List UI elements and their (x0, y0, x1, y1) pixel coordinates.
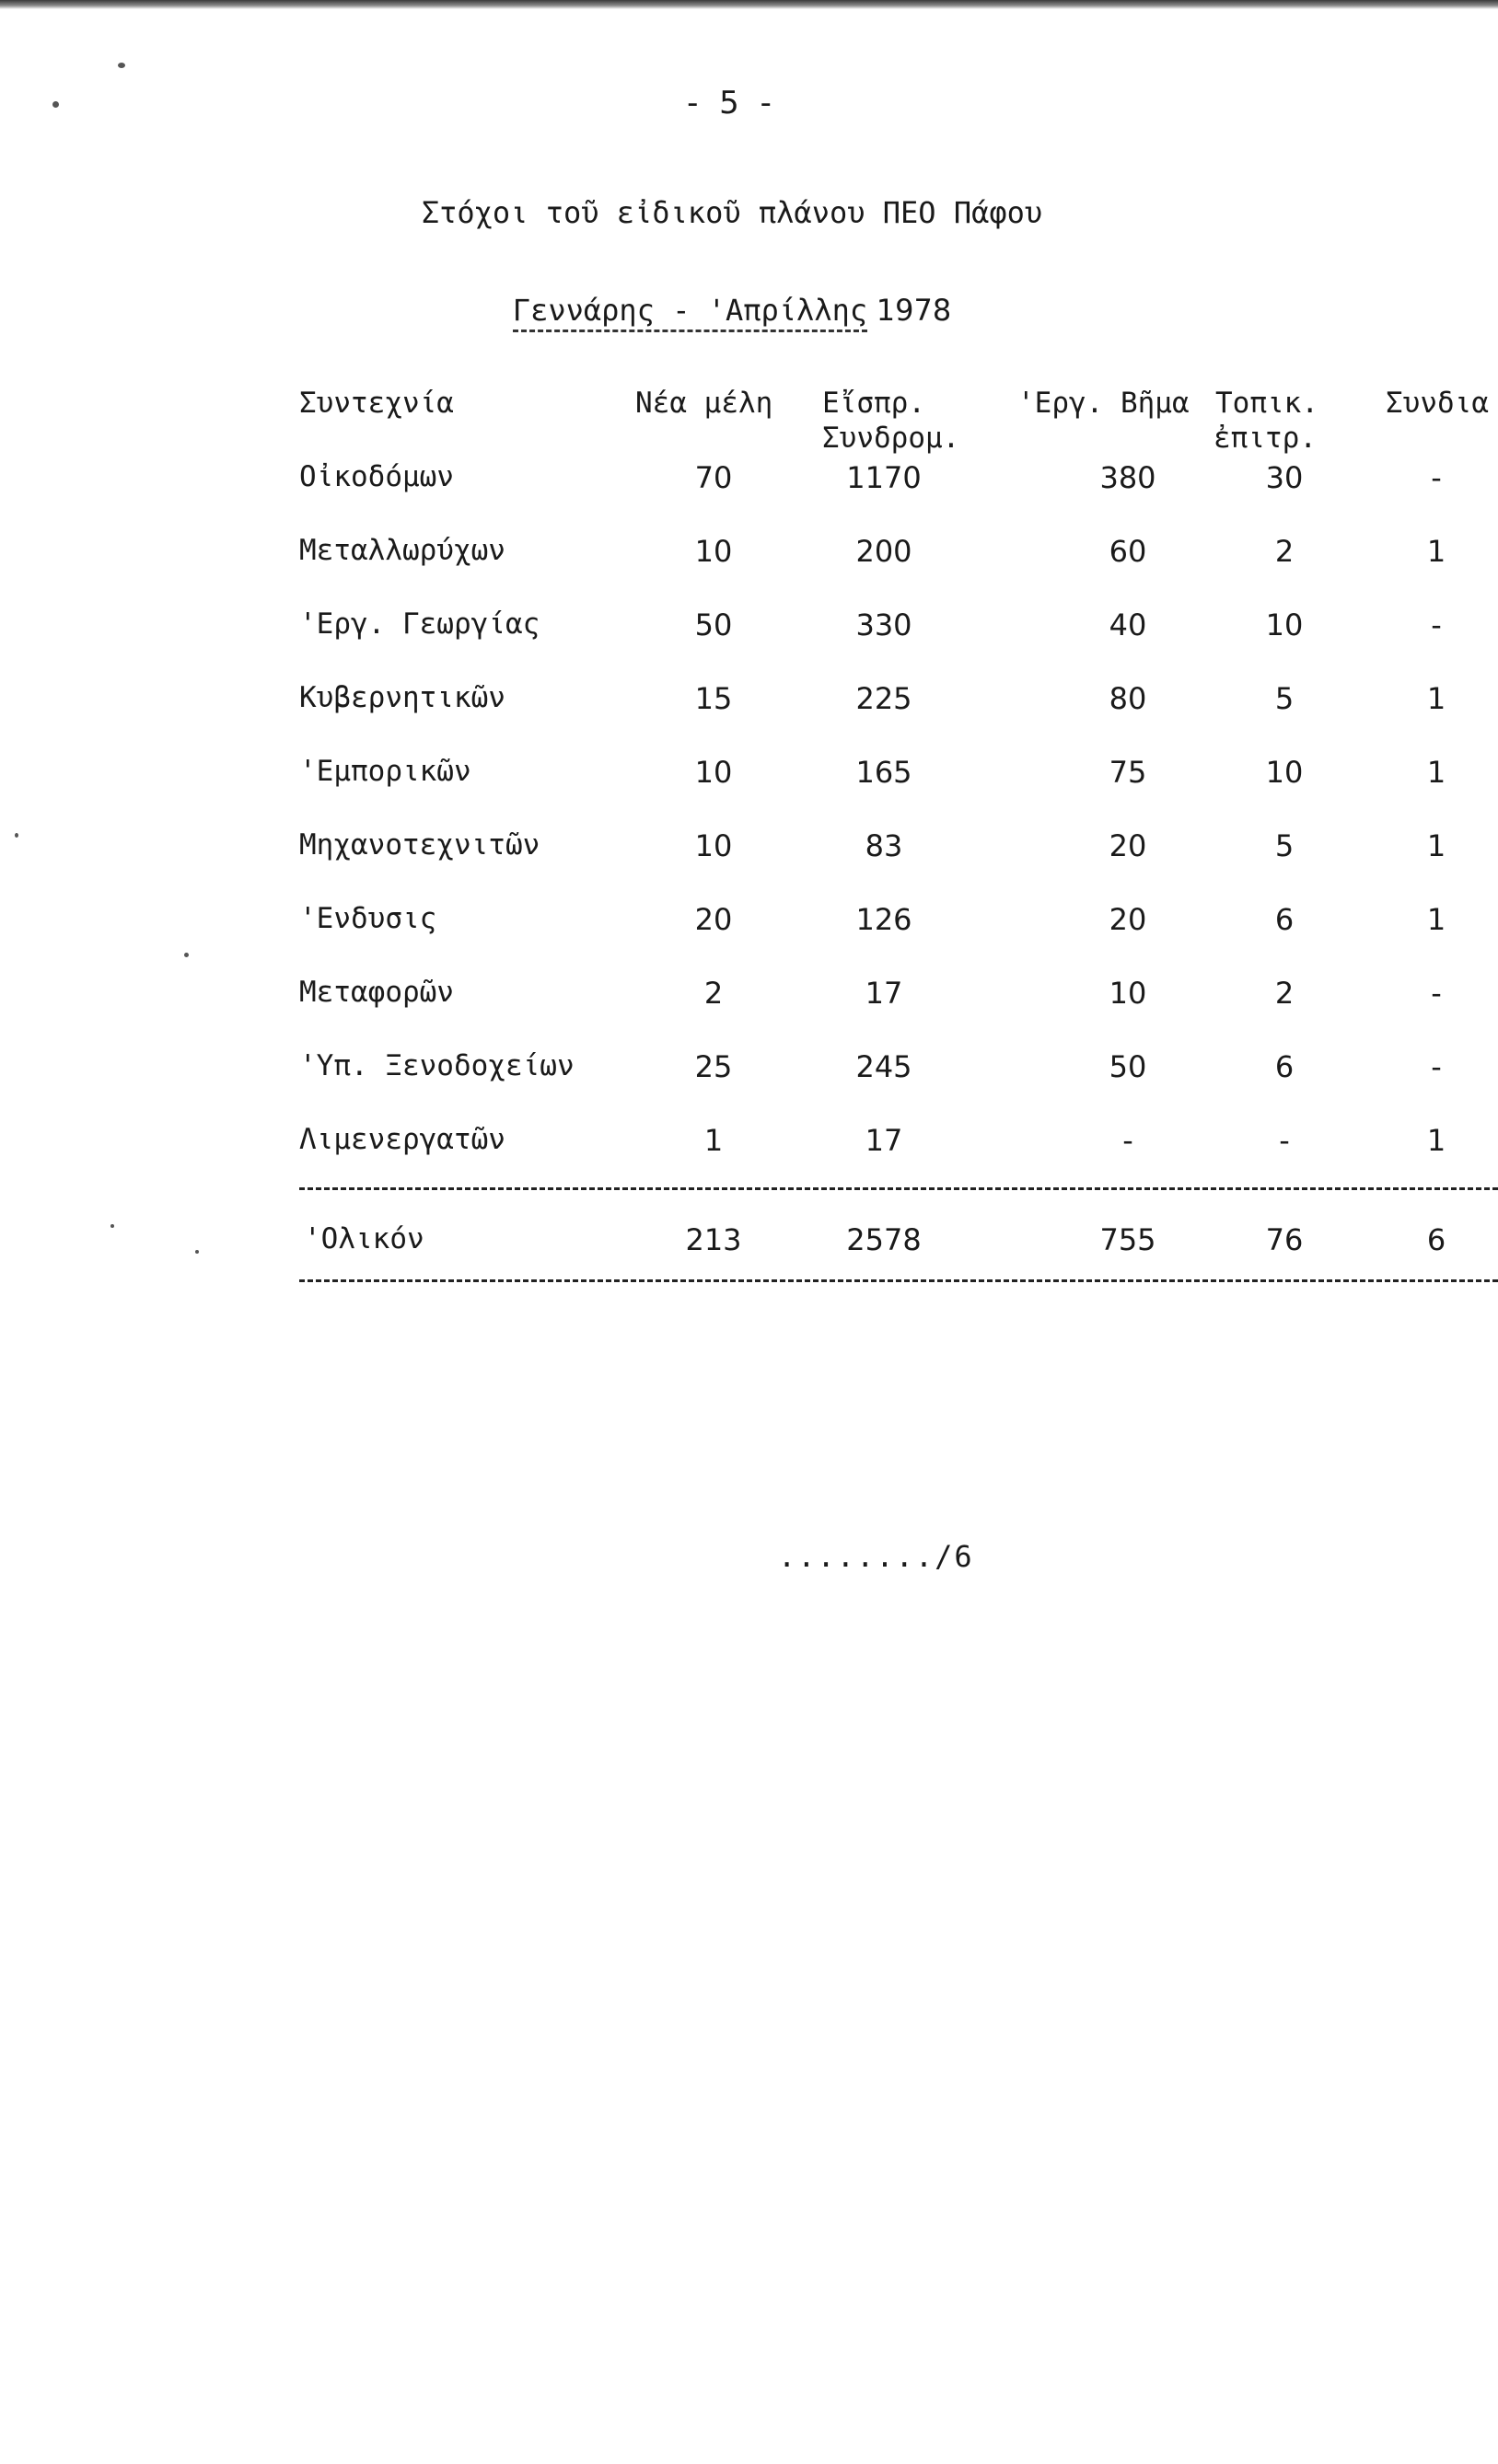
scan-speck (15, 833, 18, 838)
total-union-name: 'Ολικόν (304, 1222, 424, 1255)
header-local-2: ἐπιτρ. (1213, 422, 1317, 455)
row-syndicate: - (1431, 460, 1442, 495)
row-union-name: 'Υπ. Ξενοδοχείων (299, 1049, 575, 1082)
row-workers-step: - (1122, 1123, 1133, 1158)
row-union-name: Μεταφορῶν (299, 976, 454, 1009)
scan-speck (110, 1224, 114, 1228)
row-new-members: 15 (694, 681, 733, 716)
row-new-members: 10 (694, 534, 733, 569)
row-local: 10 (1265, 755, 1304, 790)
row-workers-step: 80 (1109, 681, 1147, 716)
row-new-members: 10 (694, 828, 733, 863)
subtitle-months: Γεννάρης - 'Απρίλλης (513, 293, 867, 332)
row-dues: 165 (855, 755, 912, 790)
scan-speck (118, 63, 125, 68)
row-new-members: 50 (694, 607, 733, 642)
row-syndicate: - (1431, 976, 1442, 1011)
row-local: - (1279, 1123, 1290, 1158)
row-workers-step: 60 (1109, 534, 1147, 569)
row-union-name: 'Ενδυσις (299, 902, 437, 935)
row-local: 6 (1274, 902, 1295, 937)
row-local: 5 (1274, 681, 1295, 716)
total-new-members: 213 (685, 1222, 742, 1257)
row-new-members: 2 (703, 976, 724, 1011)
subtitle-year: 1978 (876, 293, 952, 328)
scan-top-edge (0, 0, 1498, 9)
row-union-name: Λιμενεργατῶν (299, 1123, 505, 1156)
row-syndicate: 1 (1426, 828, 1446, 863)
header-local-1: Τοπικ. (1215, 387, 1318, 420)
page-number: - 5 - (687, 85, 777, 121)
row-local: 2 (1274, 534, 1295, 569)
row-dues: 225 (855, 681, 912, 716)
row-syndicate: 1 (1426, 534, 1446, 569)
row-syndicate: 1 (1426, 902, 1446, 937)
row-local: 10 (1265, 607, 1304, 642)
row-workers-step: 50 (1109, 1049, 1147, 1084)
row-dues: 245 (855, 1049, 912, 1084)
total-dues: 2578 (846, 1222, 922, 1257)
row-dues: 200 (855, 534, 912, 569)
row-union-name: 'Εργ. Γεωργίας (299, 607, 540, 641)
row-syndicate: - (1431, 1049, 1442, 1084)
scan-speck (184, 953, 189, 957)
row-local: 6 (1274, 1049, 1295, 1084)
table-divider (299, 1187, 1498, 1190)
row-workers-step: 380 (1099, 460, 1156, 495)
row-union-name: Μεταλλωρύχων (299, 534, 505, 567)
row-new-members: 70 (694, 460, 733, 495)
row-union-name: Κυβερνητικῶν (299, 681, 505, 714)
row-workers-step: 20 (1109, 902, 1147, 937)
row-workers-step: 75 (1109, 755, 1147, 790)
header-syndicate: Συνδια (1386, 387, 1489, 420)
row-union-name: Οἰκοδόμων (299, 460, 454, 493)
row-dues: 330 (855, 607, 912, 642)
row-syndicate: - (1431, 607, 1442, 642)
table-bottom-rule (299, 1279, 1498, 1282)
row-new-members: 10 (694, 755, 733, 790)
row-syndicate: 1 (1426, 1123, 1446, 1158)
row-dues: 17 (865, 976, 903, 1011)
header-union: Συντεχνία (299, 387, 454, 420)
row-workers-step: 10 (1109, 976, 1147, 1011)
row-new-members: 25 (694, 1049, 733, 1084)
row-syndicate: 1 (1426, 681, 1446, 716)
document-title: Στόχοι τοῦ εἰδικοῦ πλάνου ΠΕΟ Πάφου (421, 195, 1043, 230)
row-local: 5 (1274, 828, 1295, 863)
row-new-members: 20 (694, 902, 733, 937)
row-workers-step: 20 (1109, 828, 1147, 863)
row-syndicate: 1 (1426, 755, 1446, 790)
total-workers-step: 755 (1099, 1222, 1156, 1257)
row-local: 2 (1274, 976, 1295, 1011)
row-local: 30 (1265, 460, 1304, 495)
row-workers-step: 40 (1109, 607, 1147, 642)
row-dues: 126 (855, 902, 912, 937)
row-dues: 83 (865, 828, 903, 863)
row-union-name: 'Εμπορικῶν (299, 755, 471, 788)
scan-speck (195, 1250, 199, 1254)
subtitle (0, 293, 1464, 332)
row-new-members: 1 (703, 1123, 724, 1158)
row-union-name: Μηχανοτεχνιτῶν (299, 828, 540, 862)
continuation-marker: ......../6 (778, 1539, 974, 1574)
row-dues: 1170 (846, 460, 922, 495)
total-syndicate: 6 (1426, 1222, 1446, 1257)
header-dues-2: Συνδρομ. (822, 422, 960, 455)
header-workers-step: 'Εργ. Βῆμα (1017, 387, 1190, 420)
header-dues-1: Εἴσπρ. (822, 387, 925, 420)
header-new-members: Νέα μέλη (635, 387, 773, 420)
row-dues: 17 (865, 1123, 903, 1158)
total-local: 76 (1265, 1222, 1304, 1257)
